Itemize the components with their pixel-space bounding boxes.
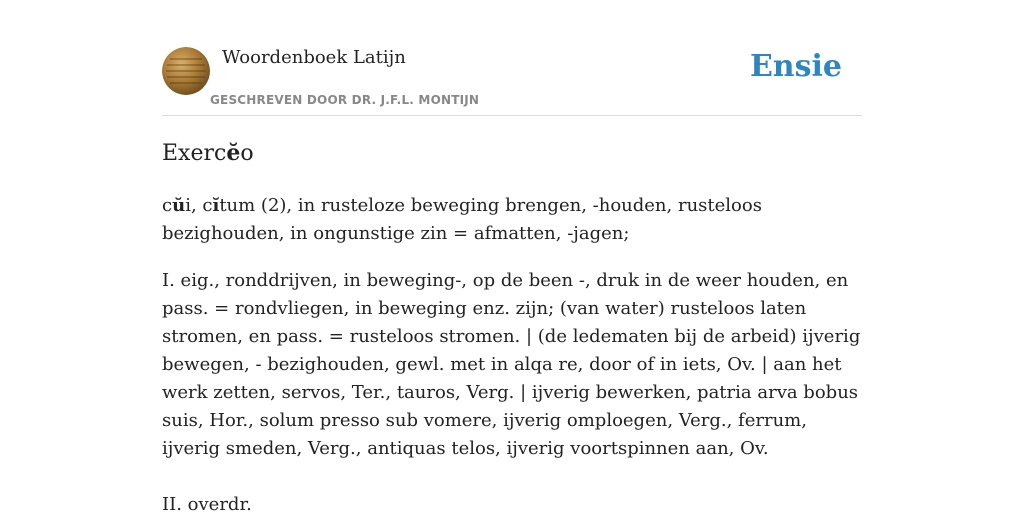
entry-body	[162, 192, 862, 512]
title-ending: o	[240, 141, 254, 166]
title-breve-vowel: ĕ	[226, 140, 241, 166]
forms-breve-vowel: ŭ	[172, 195, 186, 216]
definition-text: tum (2), in rusteloze beweging brengen, -houden, rusteloos bezighouden, in ongunstige zin = afmatten, -jagen;	[162, 195, 762, 244]
site-header	[162, 46, 862, 116]
forms-text: c	[162, 195, 173, 216]
book-logo-icon[interactable]	[162, 47, 210, 95]
principal-parts	[162, 192, 862, 248]
sense-literal: I. eig., ronddrijven, in beweging-, op de been -, druk in de weer houden, en pass. = rondvliegen, in beweging enz. zijn; (van water) rusteloos laten stromen, en pass. = rusteloos stromen. | (de ledematen bij de arbeid) ijverig bewegen, - bezighouden, gewl. met in alqa re, door of in iets, Ov. | aan het werk zetten, servos, Ter., tauros, Verg. | ijverig bewerken, patria arva bobus suis, Hor., solum presso sub vomere, ijverig omploegen, Verg., ferrum, ijverig smeden, Verg., antiquas telos, ijverig voortspinnen aan, Ov.	[162, 270, 861, 459]
brand-logo-link[interactable]: Ensie	[749, 49, 842, 84]
header-divider	[162, 115, 862, 116]
forms-breve-vowel: ĭ	[212, 195, 220, 216]
entry-title	[162, 140, 254, 166]
forms-text: i, c	[185, 195, 213, 216]
title-stem: Exerc	[162, 141, 227, 166]
book-title-link[interactable]: Woordenboek Latijn	[222, 47, 406, 68]
sense-figurative: II. overdr.	[162, 494, 252, 512]
author-credit: GESCHREVEN DOOR DR. J.F.L. MONTIJN	[210, 93, 480, 107]
